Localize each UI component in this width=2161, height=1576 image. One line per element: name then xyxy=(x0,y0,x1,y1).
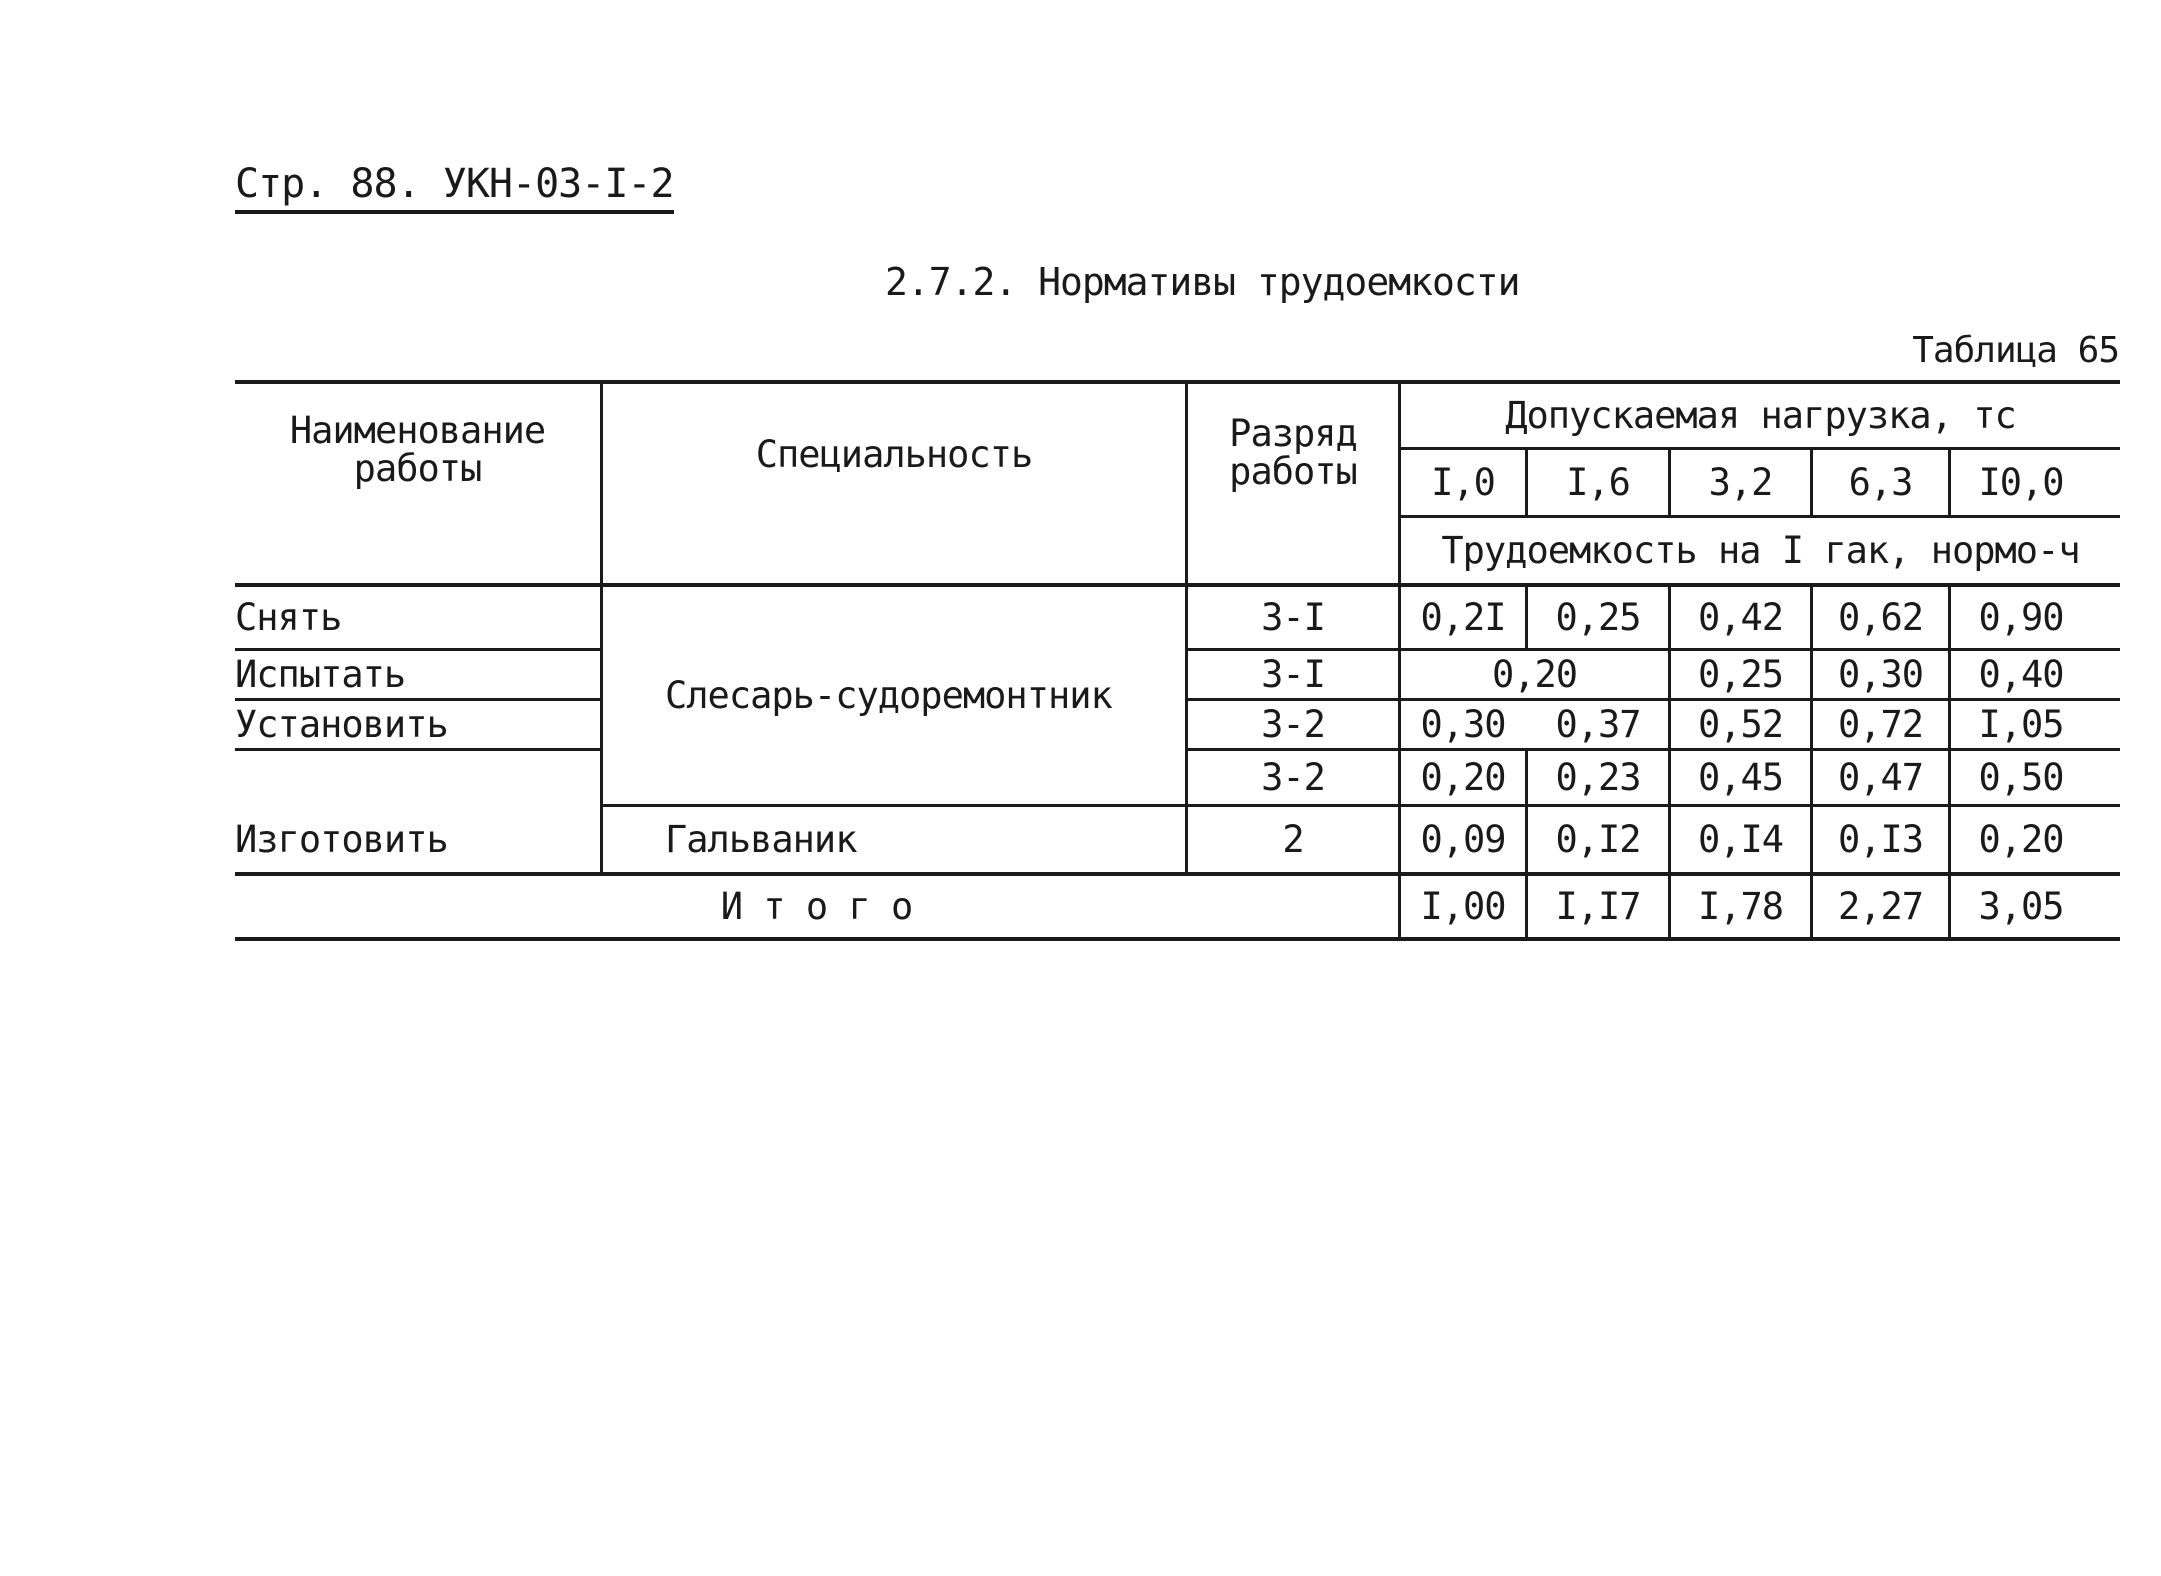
row-2-value-4: 0,30 xyxy=(1837,652,1924,696)
row-5-value-1: 0,09 xyxy=(1420,817,1506,861)
header-labor-group: Трудоемкость на I гак, нормо-ч xyxy=(1441,528,2080,572)
total-value-2: I,I7 xyxy=(1555,884,1641,928)
section-title: 2.7.2. Нормативы трудоемкости xyxy=(885,260,1520,304)
rule-bottom xyxy=(235,937,2120,941)
row-1-grade: 3-I xyxy=(1261,595,1325,639)
row-1-value-5: 0,90 xyxy=(1978,595,2064,639)
total-value-1: I,00 xyxy=(1420,884,1506,928)
row-1-value-4: 0,62 xyxy=(1837,595,1924,639)
labor-norms-table xyxy=(235,380,2120,940)
row-5-value-5: 0,20 xyxy=(1978,817,2064,861)
row-2-value-5: 0,40 xyxy=(1978,652,2064,696)
row-3-value-2: 0,37 xyxy=(1555,702,1641,746)
header-load-4: 6,3 xyxy=(1848,460,1913,504)
row-4-value-3: 0,45 xyxy=(1697,755,1784,799)
row-5-value-4: 0,I3 xyxy=(1837,817,1924,861)
page-header: Стр. 88. УКН-03-I-2 xyxy=(235,160,674,214)
row-2-grade: 3-I xyxy=(1261,652,1325,696)
header-specialty: Специальность xyxy=(755,433,1033,476)
row-3-value-5: I,05 xyxy=(1978,702,2064,746)
row-5-name: Изготовить xyxy=(235,817,448,861)
row-3-grade: 3-2 xyxy=(1261,702,1325,746)
row-4-value-4: 0,47 xyxy=(1837,755,1924,799)
total-label: И т о г о xyxy=(720,884,913,928)
row-5-value-3: 0,I4 xyxy=(1697,817,1784,861)
row-2-value-3: 0,25 xyxy=(1697,652,1784,696)
header-grade: Разряд работы xyxy=(1229,411,1357,493)
row-4-value-2: 0,23 xyxy=(1555,755,1641,799)
row-1-value-1: 0,2I xyxy=(1420,595,1506,639)
total-value-3: I,78 xyxy=(1697,884,1784,928)
header-name: Наименование работы xyxy=(289,409,546,490)
row-1-value-2: 0,25 xyxy=(1555,595,1641,639)
total-value-4: 2,27 xyxy=(1837,884,1924,928)
header-load-group: Допускаемая нагрузка, тс xyxy=(1505,393,2016,437)
row-3-value-1: 0,30 xyxy=(1420,702,1506,746)
table-label: Таблица 65 xyxy=(1912,330,2119,371)
row-5-grade: 2 xyxy=(1282,817,1304,861)
row-2-merged-value: 0,20 xyxy=(1491,652,1578,696)
row-4-grade: 3-2 xyxy=(1261,755,1325,799)
row-2-name: Испытать xyxy=(235,652,406,696)
row-3-value-3: 0,52 xyxy=(1697,702,1784,746)
header-load-5: I0,0 xyxy=(1978,460,2064,504)
row-1-name: Снять xyxy=(235,595,342,639)
row-4-value-5: 0,50 xyxy=(1978,755,2064,799)
row-4-value-1: 0,20 xyxy=(1420,755,1506,799)
row-3-value-4: 0,72 xyxy=(1837,702,1924,746)
specialty-main: Слесарь-судоремонтник xyxy=(665,673,1112,717)
total-value-5: 3,05 xyxy=(1978,884,2064,928)
row-5-value-2: 0,I2 xyxy=(1555,817,1641,861)
header-load-3: 3,2 xyxy=(1708,460,1773,504)
header-load-2: I,6 xyxy=(1566,460,1630,504)
row-3-name: Установить xyxy=(235,702,448,746)
rule-row3-left xyxy=(235,748,600,751)
header-load-1: I,0 xyxy=(1431,460,1495,504)
row-1-value-3: 0,42 xyxy=(1697,595,1784,639)
specialty-last: Гальваник xyxy=(665,817,857,861)
